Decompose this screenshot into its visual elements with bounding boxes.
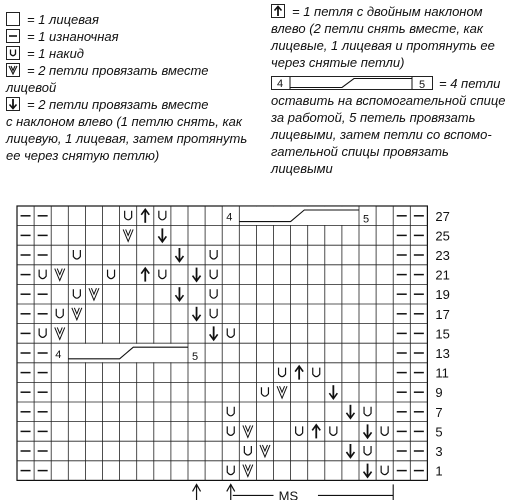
row-number: 17 [435, 306, 450, 322]
row-number: 19 [435, 287, 450, 303]
cable-num-right: 5 [192, 350, 199, 363]
legend-text: ее через снятую петлю) [6, 148, 160, 163]
legend-text: = 2 петли провязать вместе [27, 97, 209, 112]
cable-num-left: 4 [55, 348, 62, 361]
legend-text: = 1 изнаночная [27, 29, 119, 44]
row-number: 7 [435, 404, 443, 420]
cable-num-left: 4 [277, 78, 284, 89]
legend-text: = 1 накид [27, 46, 84, 61]
row-number: 3 [435, 444, 443, 459]
row-number: 9 [435, 385, 443, 401]
legend-text: гательной спицы провязать [271, 144, 449, 159]
legend-text: через снятые петли) [271, 55, 405, 70]
legend-text: оставить на вспомогательной спице [271, 93, 506, 108]
row-number: 21 [435, 267, 450, 283]
row-number: 13 [435, 346, 450, 361]
cable-num-left: 4 [226, 211, 233, 224]
row-number: 15 [435, 326, 450, 342]
rapport-label: MS [278, 488, 299, 500]
legend-text: = 4 петли [439, 76, 501, 91]
legend-text: = 1 петля с двойным наклоном [292, 4, 483, 19]
cable-cell-bg [52, 344, 205, 362]
legend-text: лицевыми [271, 161, 333, 176]
cable-num-right: 5 [363, 213, 370, 226]
row-number: 11 [435, 365, 449, 381]
legend-text: = 1 лицевая [27, 12, 99, 27]
cable-num-right: 5 [419, 79, 426, 89]
legend-text: лицевую, 1 лицевая, затем протянуть [6, 131, 248, 146]
row-number: 25 [435, 228, 450, 244]
legend-text: за работой, 5 петель провязать [271, 110, 476, 125]
cable-cell-bg [223, 207, 376, 225]
legend-text: влево (2 петли снять вместе, как [271, 21, 484, 36]
row-number: 23 [435, 248, 450, 263]
row-number: 5 [435, 424, 443, 440]
legend-text: = 2 петли провязать вместе [27, 63, 209, 78]
row-number: 27 [435, 208, 450, 224]
row-number: 1 [435, 463, 443, 479]
legend-text: лицевыми, затем петли со вспомо- [271, 127, 492, 142]
legend-text: лицевой [6, 80, 57, 95]
legend-text: лицевые, 1 лицевая и протянуть ее [271, 38, 495, 53]
legend-text: с наклоном влево (1 петлю снять, как [6, 114, 243, 129]
